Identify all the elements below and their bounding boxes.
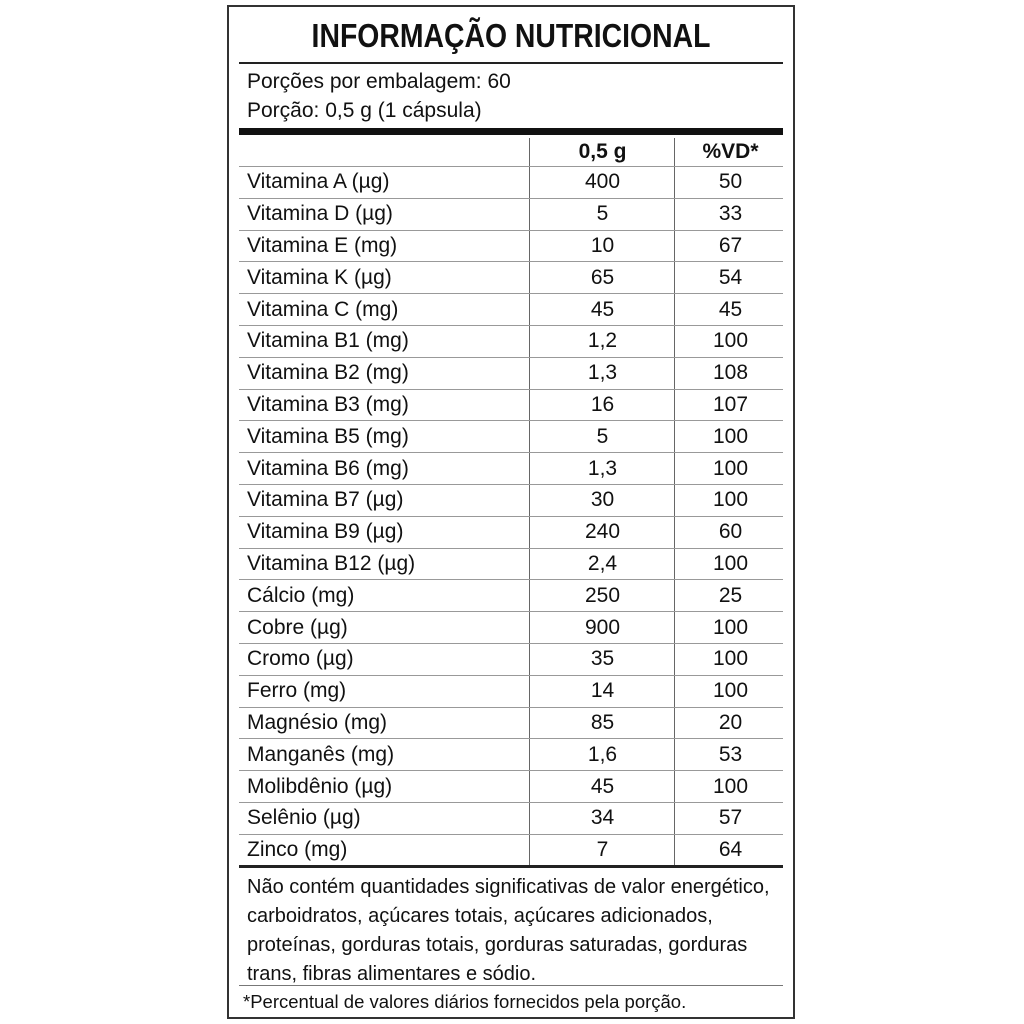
nutrient-amount: 1,3 [529, 358, 675, 389]
table-row [239, 676, 783, 708]
nutrient-amount: 5 [529, 421, 675, 452]
table-row [239, 421, 783, 453]
table-row [239, 358, 783, 390]
nutrient-amount: 240 [529, 517, 675, 548]
nutrient-name: Vitamina C (mg) [247, 297, 399, 321]
nutrient-vd: 108 [674, 358, 786, 389]
table-row [239, 549, 783, 581]
table-row [239, 580, 783, 612]
note-line: trans, fibras alimentares e sódio. [247, 963, 537, 985]
note-line: carboidratos, açúcares totais, açúcares adicionados, [247, 905, 713, 927]
nutrient-vd: 100 [674, 676, 786, 707]
table-header-row [239, 138, 783, 167]
nutrient-amount: 2,4 [529, 549, 675, 580]
title-divider [239, 62, 783, 64]
nutrient-amount: 5 [529, 199, 675, 230]
table-row [239, 390, 783, 422]
nutrient-vd: 100 [674, 453, 786, 484]
table-row [239, 167, 783, 199]
nutrient-name: Vitamina B2 (mg) [247, 361, 409, 385]
nutrient-vd: 20 [674, 708, 786, 739]
nutrient-amount: 14 [529, 676, 675, 707]
nutrient-vd: 60 [674, 517, 786, 548]
nutrient-table [239, 138, 783, 867]
nutrient-amount: 34 [529, 803, 675, 834]
nutrient-name: Vitamina A (µg) [247, 170, 390, 194]
table-bottom-divider [239, 865, 783, 868]
nutrient-name: Magnésio (mg) [247, 710, 388, 734]
nutrient-vd: 64 [674, 835, 786, 866]
footnote: *Percentual de valores diários fornecidos pela porção. [243, 991, 687, 1012]
nutrient-amount: 65 [529, 262, 675, 293]
nutrient-name: Vitamina E (mg) [247, 233, 398, 257]
thick-divider [239, 128, 783, 135]
header-amount: 0,5 g [529, 138, 675, 166]
table-row [239, 199, 783, 231]
nutrition-note [247, 873, 779, 989]
nutrient-amount: 35 [529, 644, 675, 675]
nutrient-vd: 53 [674, 739, 786, 770]
nutrient-name: Zinco (mg) [247, 838, 348, 862]
nutrient-vd: 100 [674, 771, 786, 802]
table-row [239, 294, 783, 326]
note-line: Não contém quantidades significativas de valor energético, [247, 876, 770, 898]
nutrient-vd: 100 [674, 644, 786, 675]
nutrient-name: Vitamina D (µg) [247, 202, 393, 226]
nutrient-amount: 30 [529, 485, 675, 516]
nutrient-vd: 54 [674, 262, 786, 293]
nutrient-name: Vitamina B12 (µg) [247, 551, 416, 575]
nutrient-amount: 16 [529, 390, 675, 421]
nutrient-vd: 57 [674, 803, 786, 834]
nutrient-name: Cromo (µg) [247, 647, 354, 671]
table-row [239, 453, 783, 485]
nutrient-amount: 10 [529, 231, 675, 262]
nutrient-name: Vitamina B1 (mg) [247, 329, 409, 353]
nutrient-name: Vitamina B5 (mg) [247, 424, 409, 448]
table-row [239, 835, 783, 867]
note-divider [239, 985, 783, 986]
nutrient-name: Selênio (µg) [247, 806, 361, 830]
nutrient-name: Vitamina B6 (mg) [247, 456, 409, 480]
nutrient-vd: 100 [674, 612, 786, 643]
nutrient-amount: 250 [529, 580, 675, 611]
nutrient-name: Cálcio (mg) [247, 583, 355, 607]
nutrient-vd: 107 [674, 390, 786, 421]
table-row [239, 771, 783, 803]
table-row [239, 708, 783, 740]
nutrient-vd: 25 [674, 580, 786, 611]
note-line: proteínas, gorduras totais, gorduras saturadas, gorduras [247, 934, 748, 956]
nutrient-name: Vitamina B9 (µg) [247, 520, 404, 544]
nutrition-facts-label [227, 5, 795, 1019]
table-row [239, 326, 783, 358]
nutrient-amount: 1,2 [529, 326, 675, 357]
nutrient-name: Molibdênio (µg) [247, 774, 393, 798]
nutrient-amount: 85 [529, 708, 675, 739]
table-row [239, 803, 783, 835]
nutrient-vd: 33 [674, 199, 786, 230]
nutrient-amount: 1,3 [529, 453, 675, 484]
nutrient-vd: 45 [674, 294, 786, 325]
portions-per-package: Porções por embalagem: 60 [247, 70, 511, 93]
nutrient-vd: 100 [674, 485, 786, 516]
nutrient-amount: 45 [529, 771, 675, 802]
nutrient-amount: 1,6 [529, 739, 675, 770]
nutrient-name: Vitamina B7 (µg) [247, 488, 404, 512]
nutrient-vd: 100 [674, 421, 786, 452]
table-row [239, 612, 783, 644]
nutrient-name: Cobre (µg) [247, 615, 348, 639]
nutrient-vd: 50 [674, 167, 786, 198]
table-row [239, 517, 783, 549]
table-row [239, 262, 783, 294]
table-row [239, 644, 783, 676]
portion-info [247, 67, 511, 125]
nutrient-vd: 100 [674, 326, 786, 357]
nutrient-vd: 100 [674, 549, 786, 580]
table-row [239, 739, 783, 771]
header-vd: %VD* [674, 138, 786, 166]
table-row [239, 485, 783, 517]
nutrient-amount: 400 [529, 167, 675, 198]
nutrient-vd: 67 [674, 231, 786, 262]
nutrient-amount: 900 [529, 612, 675, 643]
nutrient-name: Manganês (mg) [247, 742, 395, 766]
nutrient-name: Vitamina B3 (mg) [247, 392, 409, 416]
table-row [239, 231, 783, 263]
nutrient-amount: 45 [529, 294, 675, 325]
label-title: INFORMAÇÃO NUTRICIONAL [311, 17, 711, 54]
portion-size: Porção: 0,5 g (1 cápsula) [247, 99, 482, 122]
nutrient-name: Vitamina K (µg) [247, 265, 392, 289]
nutrient-name: Ferro (mg) [247, 679, 347, 703]
nutrient-amount: 7 [529, 835, 675, 866]
